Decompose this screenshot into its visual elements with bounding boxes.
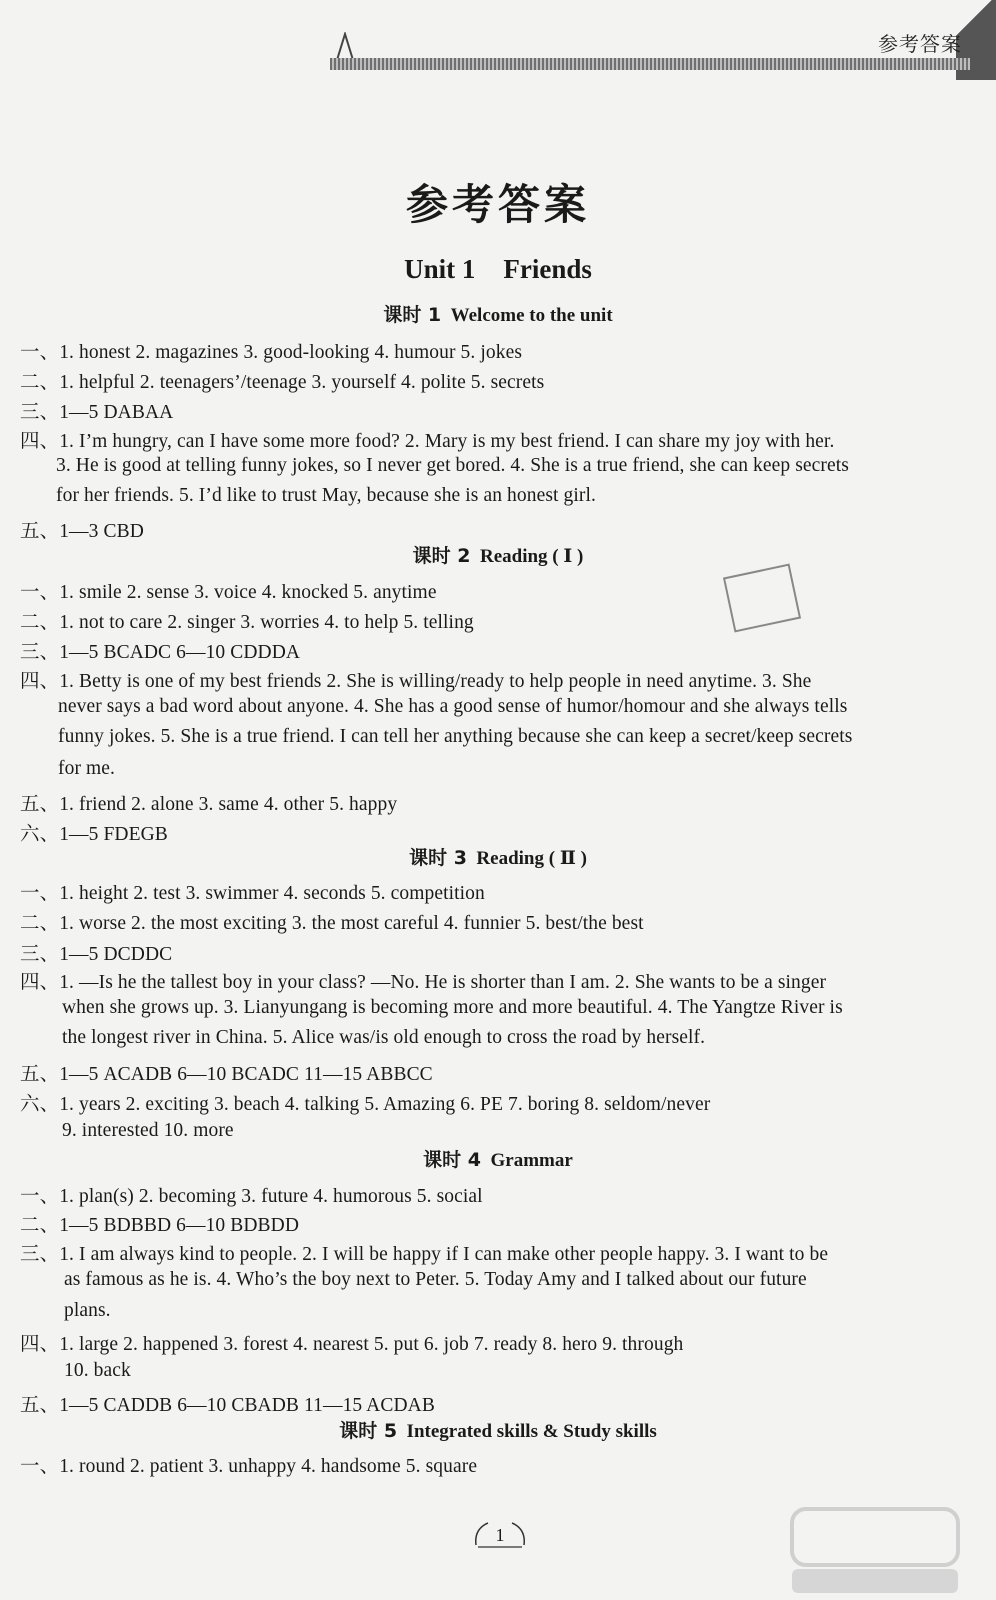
answer-line: 一、1. honest 2. magazines 3. good-looking 4. humour 5. jokes <box>20 342 523 363</box>
answer-line: 一、1. round 2. patient 3. unhappy 4. handsome 5. square <box>20 1456 478 1477</box>
answer-line: 五、1—5 ACADB 6—10 BCADC 11—15 ABBCC <box>20 1064 433 1085</box>
answer-line: plans. <box>64 1300 111 1321</box>
answer-line: 二、1. worse 2. the most exciting 3. the most careful 4. funnier 5. best/the best <box>20 913 644 934</box>
answer-line: 三、1—5 DABAA <box>20 402 174 423</box>
answer-line: 三、1—5 BCADC 6—10 CDDDA <box>20 642 301 663</box>
answer-line: 二、1—5 BDBBD 6—10 BDBDD <box>20 1215 300 1236</box>
answer-line: when she grows up. 3. Lianyungang is becoming more and more beautiful. 4. The Yangtze River is <box>62 997 843 1018</box>
answer-line: 二、1. not to care 2. singer 3. worries 4. to help 5. telling <box>20 612 474 633</box>
stamp-icon <box>723 564 801 633</box>
answer-line: 五、1. friend 2. alone 3. same 4. other 5. happy <box>20 794 398 815</box>
answer-line: 三、1—5 DCDDC <box>20 944 173 965</box>
section-heading: 课时 5 Integrated skills & Study skills <box>339 1420 657 1442</box>
answer-line: 9. interested 10. more <box>62 1120 234 1141</box>
answer-line: never says a bad word about anyone. 4. She has a good sense of humor/homour and she always tells <box>58 696 848 717</box>
header-label: 参考答案 <box>878 32 962 56</box>
page-number: 1 <box>470 1515 530 1555</box>
answer-line: 三、1. I am always kind to people. 2. I will be happy if I can make other people happy. 3. I want to be <box>20 1244 829 1265</box>
section-heading: 课时 2 Reading ( Ⅰ ) <box>412 545 584 567</box>
section-heading: 课时 3 Reading ( Ⅱ ) <box>409 847 587 869</box>
section-heading: 课时 1 Welcome to the unit <box>383 304 613 326</box>
answer-line: 五、1—5 CADDB 6—10 CBADB 11—15 ACDAB <box>20 1395 435 1416</box>
answer-line: 五、1—3 CBD <box>20 521 144 542</box>
answer-line: 3. He is good at telling funny jokes, so I never get bored. 4. She is a true friend, she can keep secrets <box>56 455 849 476</box>
answer-line: 10. back <box>64 1360 131 1381</box>
answer-line: 四、1. I’m hungry, can I have some more food? 2. Mary is my best friend. I can share my joy with her. <box>20 431 835 452</box>
answer-line: 一、1. plan(s) 2. becoming 3. future 4. humorous 5. social <box>20 1186 483 1207</box>
answer-line: 四、1. —Is he the tallest boy in your class? —No. He is shorter than I am. 2. She wants to be a singer <box>20 972 827 993</box>
answer-line: 四、1. Betty is one of my best friends 2. She is willing/ready to help people in need anytime. 3. She <box>20 671 812 692</box>
watermark-logo-icon <box>790 1505 960 1595</box>
unit-title: Unit 1 Friends <box>404 254 592 284</box>
answer-line: as famous as he is. 4. Who’s the boy next to Peter. 5. Today Amy and I talked about our future <box>64 1269 807 1290</box>
answer-line: 六、1—5 FDEGB <box>20 824 168 845</box>
answer-line: 二、1. helpful 2. teenagers’/teenage 3. yourself 4. polite 5. secrets <box>20 372 545 393</box>
answer-line: funny jokes. 5. She is a true friend. I can tell her anything because she can keep a secret/keep secrets <box>58 726 853 747</box>
answer-line: for me. <box>58 758 116 779</box>
answer-line: for her friends. 5. I’d like to trust May, because she is an honest girl. <box>56 485 596 506</box>
page-title: 参考答案 <box>405 180 590 229</box>
answer-line: 四、1. large 2. happened 3. forest 4. nearest 5. put 6. job 7. ready 8. hero 9. through <box>20 1334 684 1355</box>
answer-line: 一、1. smile 2. sense 3. voice 4. knocked 5. anytime <box>20 582 437 603</box>
answer-line: 六、1. years 2. exciting 3. beach 4. talking 5. Amazing 6. PE 7. boring 8. seldom/never <box>20 1094 711 1115</box>
section-heading: 课时 4 Grammar <box>423 1149 573 1171</box>
answer-line: 一、1. height 2. test 3. swimmer 4. seconds 5. competition <box>20 883 485 904</box>
answer-line: the longest river in China. 5. Alice was/is old enough to cross the road by herself. <box>62 1027 706 1048</box>
header-band <box>330 58 970 70</box>
